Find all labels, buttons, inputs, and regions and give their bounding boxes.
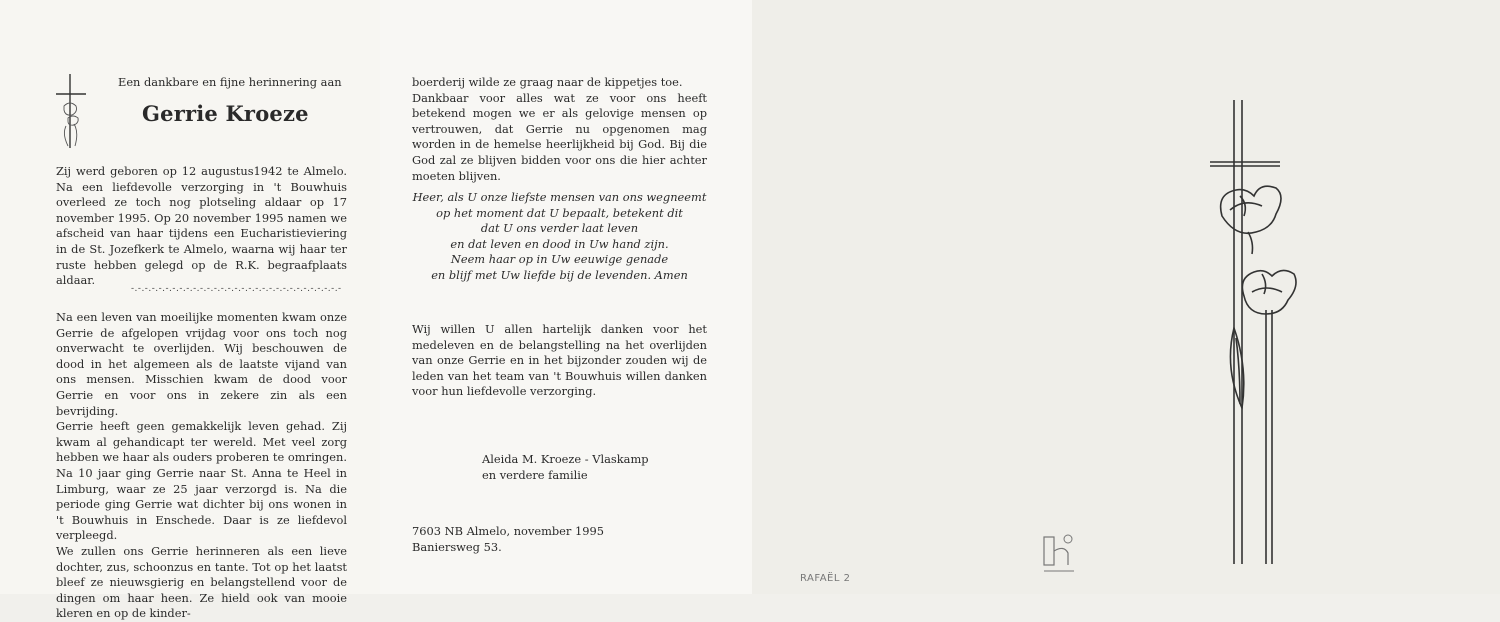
faith-paragraph: boerderij wilde ze graag naar de kippetjes toe. Dankbaar voor alles wat ze voor ons heeft betekend mogen we er als gelovige mensen op vertrouwen, dat Gerrie nu opgenomen mag worden in de hemelse heerlijkheid bij God. Bij die God zal ze blijven bidden voor ons die hier achter moeten blijven. <box>412 75 707 183</box>
publisher-mark: RAFAËL 2 <box>800 573 851 584</box>
birth-death-paragraph: Zij werd geboren op 12 augustus1942 te Almelo. Na een liefdevolle verzorging in 't Bouwhuis overleed ze toch nog plotseling aldaar op 17 november 1995. Op 20 november 1995 namen we afscheid van haar tijdens een Eucharistieviering in de St. Jozefkerk te Almelo, waarna wij haar ter ruste hebben gelegd op de R.K. begraafplaats aldaar. <box>56 164 347 288</box>
cross-with-rose-icon <box>52 74 90 152</box>
signature: Aleida M. Kroeze - Vlaskamp en verdere familie <box>482 452 649 482</box>
separator-line: -.-.-.-.-.-.-.-.-.-.-.-.-.-.-.-.-.-.-.-.-.-.-.-.-.-.-.-.-.-.- <box>131 284 342 294</box>
huisman-logo-icon <box>1040 533 1080 577</box>
card-cover-panel <box>752 0 1500 594</box>
deceased-name: Gerrie Kroeze <box>142 101 309 126</box>
intro-line: Een dankbare en fijne herinnering aan <box>118 75 342 89</box>
card-left-panel <box>0 0 380 621</box>
cross-with-poppies-icon <box>1190 98 1310 568</box>
life-paragraph: Na een leven van moeilijke momenten kwam onze Gerrie de afgelopen vrijdag voor ons toch nog onverwacht te overlijden. Wij beschouwen de dood in het algemeen als de laatste vijand van ons mensen. Misschien kwam de dood voor Gerrie en voor ons in zekere zin als een bevrijding. Gerrie heeft geen gemakkelijk leven gehad. Zij kwam al gehandicapt ter wereld. Met veel zorg hebben we haar als ouders proberen te omringen. Na 10 jaar ging Gerrie naar St. Anna te Heel in Limburg, waar ze 25 jaar verzorgd is. Na die periode ging Gerrie wat dichter bij ons wonen in 't Bouwhuis in Enschede. Daar is ze liefdevol verpleegd. We zullen ons Gerrie herinneren als een lieve dochter, zus, schoonzus en tante. Tot op het laatst bleef ze nieuwsgierig en belangstellend voor de dingen om haar heen. Ze hield ook van mooie kleren en op de kinder- <box>56 310 347 621</box>
address: 7603 NB Almelo, november 1995 Baniersweg 53. <box>412 524 604 554</box>
thanks-paragraph: Wij willen U allen hartelijk danken voor het medeleven en de belangstelling na het overlijden van onze Gerrie en in het bijzonder zouden wij de leden van het team van 't Bouwhuis willen danken voor hun liefdevolle verzorging. <box>412 322 707 399</box>
prayer-poem: Heer, als U onze liefste mensen van ons wegneemt op het moment dat U bepaalt, betekent dit dat U ons verder laat leven en dat leven en dood in Uw hand zijn. Neem haar op in Uw eeuwige genade en blijf met Uw liefde bij de levenden. Amen <box>412 190 707 282</box>
